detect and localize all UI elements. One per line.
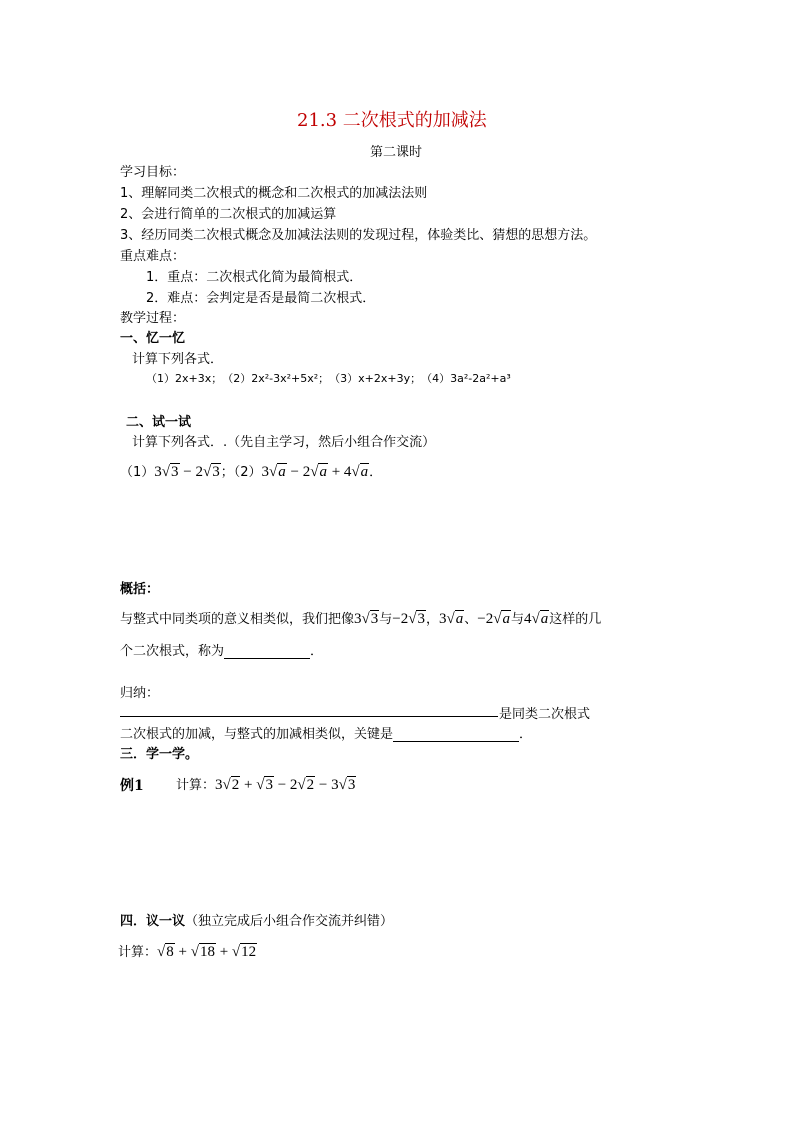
section4-problem: 计算：√8 + √18 + √12 [118, 944, 257, 960]
induction-line1-end: 是同类二次根式 [499, 707, 591, 722]
summary-heading: 概括： [120, 582, 160, 597]
math-expression: 3√3 − 2√3 [154, 464, 220, 480]
induction-heading: 归纳： [120, 686, 160, 701]
objective-item: 2、会进行简单的二次根式的加减运算 [120, 207, 337, 222]
objective-item: 3、经历同类二次根式概念及加减法法则的发现过程，体验类比、猜想的思想方法。 [120, 228, 597, 243]
problem-label: （1） [120, 465, 155, 480]
section4-heading: 四．议一议 [120, 914, 186, 929]
keypoint-item: 1．重点：二次根式化简为最简根式． [146, 270, 363, 285]
example-label: 例1 [120, 778, 144, 794]
answer-blank[interactable] [393, 728, 519, 742]
problem-label: ；（2） [220, 465, 262, 480]
section1-problems: （1）2x+3x； （2）2x²-3x²+5x²； （3）x+2x+3y； （4）3a²-2a²+a³ [146, 372, 511, 385]
answer-blank[interactable] [120, 716, 498, 717]
section2-heading: 二、试一试 [126, 415, 192, 430]
answer-blank[interactable] [224, 645, 310, 659]
section2-instruction: 计算下列各式．.（先自主学习，然后小组合作交流） [132, 435, 436, 450]
page-subtitle: 第二课时 [370, 145, 423, 160]
page-title: 21.3 二次根式的加减法 [297, 110, 487, 131]
example-problem: 计算：3√2 + √3 − 2√2 − 3√3 [176, 777, 356, 793]
objective-item: 1、理解同类二次根式的概念和二次根式的加减法法则 [120, 186, 428, 201]
section1-instruction: 计算下列各式． [132, 352, 224, 367]
process-heading: 教学过程： [120, 311, 186, 326]
summary-line2: 个二次根式，称为 ． [120, 644, 324, 659]
math-expression: 3√a − 2√a + 4√a [261, 464, 369, 480]
section4-note: （独立完成后小组合作交流并纠错） [185, 914, 394, 929]
section1-heading: 一、忆一忆 [120, 331, 186, 346]
objectives-heading: 学习目标： [120, 165, 186, 180]
section3-heading: 三．学一学。 [120, 747, 199, 762]
section2-problems: （1）3√3 − 2√3；（2）3√a − 2√a + 4√a． [120, 464, 383, 480]
keypoints-heading: 重点难点： [120, 249, 186, 264]
section4-heading-row [120, 910, 393, 929]
keypoint-item: 2．难点：会判定是否是最简二次根式． [146, 291, 376, 306]
induction-line2: 二次根式的加减，与整式的加减相类似，关键是 ． [120, 727, 533, 742]
summary-line1: 与整式中同类项的意义相类似，我们把像3√3与−2√3，3√a、−2√a与4√a这样的几 [120, 611, 602, 627]
